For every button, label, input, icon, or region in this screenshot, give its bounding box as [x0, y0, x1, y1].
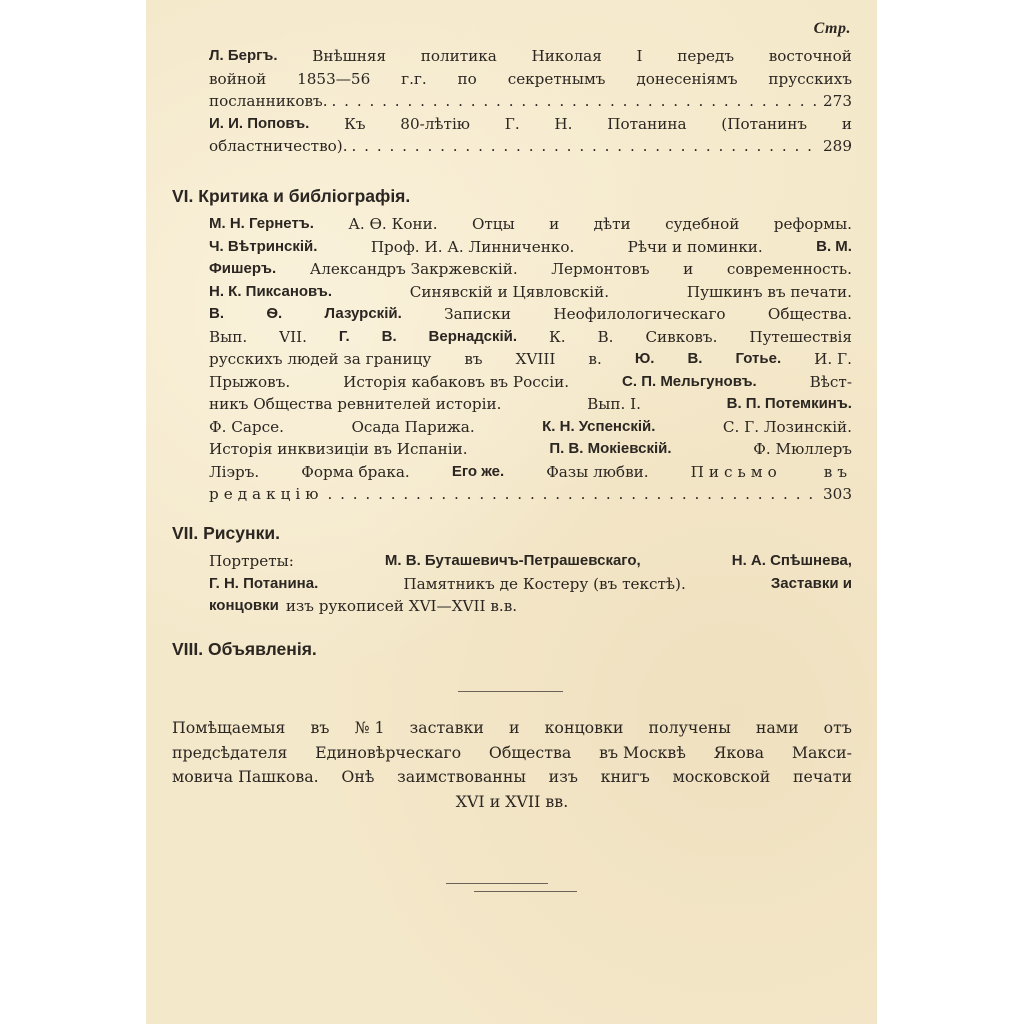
- text-fragment: въ: [823, 462, 852, 481]
- text-line: [209, 348, 852, 371]
- author-name: Г.: [338, 327, 350, 345]
- text-fragment: реформы.: [773, 215, 852, 233]
- text-fragment: Вып.: [209, 327, 248, 346]
- author-name: Готье.: [735, 350, 782, 367]
- text-fragment: Единовѣрческаго: [315, 742, 462, 762]
- editorial-note: [172, 716, 852, 814]
- text-line: [209, 236, 852, 259]
- text-fragment: Исторія кабаковъ въ Россіи.: [343, 372, 570, 391]
- text-fragment: и: [508, 718, 520, 737]
- text-fragment: Синявскій и Цявловскій.: [409, 282, 610, 301]
- text-fragment: Къ: [344, 114, 366, 133]
- author-name: М. В. Буташевичъ-Петрашевскаго,: [384, 552, 641, 569]
- author-name: Л. Бергъ.: [209, 47, 278, 64]
- text-line: [209, 416, 852, 439]
- author-name: В.: [381, 327, 397, 345]
- author-name: Вернадскій.: [428, 327, 518, 345]
- author-name: В. М.: [816, 237, 852, 255]
- author-name: Его же.: [451, 462, 505, 480]
- text-fragment: I: [636, 47, 643, 65]
- text-fragment: русскихъ людей за границу: [209, 350, 432, 368]
- text-fragment: Рѣчи и поминки.: [627, 237, 763, 256]
- text-fragment: Вѣст-: [809, 372, 852, 391]
- text-fragment: Ф. Мюллеръ: [753, 440, 852, 458]
- author-name: В.: [209, 305, 224, 322]
- text-fragment: изъ рукописей XVI—XVII в.в.: [285, 597, 518, 615]
- text-fragment: в.: [588, 350, 602, 368]
- text-line: [209, 68, 852, 91]
- text-fragment: по: [457, 69, 477, 88]
- text-fragment: С. Г. Лозинскій.: [722, 417, 852, 436]
- page-column-label: Стр.: [813, 20, 851, 37]
- toc-leader-line: [209, 135, 852, 158]
- author-name: Н. К. Пиксановъ.: [209, 282, 333, 300]
- text-fragment: Г.: [504, 114, 520, 133]
- text-line: [172, 741, 852, 766]
- end-ornament-rule-lower: [474, 891, 577, 892]
- entry-last-line: посланниковъ.: [209, 92, 328, 110]
- author-name: Ю.: [634, 350, 655, 367]
- text-fragment: 80-лѣтію: [400, 114, 471, 133]
- text-fragment: концовки: [544, 718, 624, 737]
- text-fragment: и: [683, 260, 694, 278]
- text-fragment: XVIII: [515, 350, 556, 368]
- page-number: 303: [823, 485, 852, 503]
- text-line: [172, 765, 852, 790]
- text-fragment: въ: [310, 718, 330, 737]
- text-fragment: Осада Парижа.: [351, 417, 475, 436]
- text-line: [172, 716, 852, 741]
- section-vii-entries: [209, 550, 852, 618]
- text-fragment: Форма брака.: [301, 462, 410, 481]
- separator-rule: [458, 691, 563, 692]
- text-fragment: Письмо: [690, 462, 782, 481]
- text-fragment: И. Г.: [814, 350, 852, 368]
- toc-leader-line: [209, 90, 852, 113]
- text-fragment: политика: [420, 47, 497, 65]
- text-fragment: VII.: [279, 327, 307, 346]
- text-line: [209, 595, 852, 618]
- text-fragment: Портреты:: [209, 552, 294, 570]
- text-fragment: Памятникъ де Костеру (въ текстѣ).: [403, 574, 686, 593]
- text-fragment: Неофилологическаго: [553, 305, 726, 323]
- text-fragment: заставки: [409, 718, 484, 737]
- text-fragment: современность.: [726, 260, 852, 278]
- text-fragment: Прыжовъ.: [209, 372, 291, 391]
- author-name: П. В. Мокіевскій.: [549, 440, 672, 457]
- text-line: [209, 438, 852, 461]
- author-name: И. И. Поповъ.: [209, 114, 310, 132]
- author-name: В. П. Потемкинъ.: [726, 395, 852, 412]
- text-line: [209, 45, 852, 68]
- author-name: Ч. Вѣтринскій.: [209, 237, 318, 255]
- text-fragment: Николая: [531, 47, 602, 65]
- text-fragment: войной: [209, 69, 267, 88]
- page-number: 289: [823, 137, 852, 155]
- text-fragment: Общества: [488, 742, 572, 762]
- author-name: Н. А. Спѣшнева,: [731, 552, 852, 569]
- text-fragment: и: [549, 215, 560, 233]
- text-fragment: отъ: [823, 718, 852, 737]
- text-fragment: Макси-: [791, 742, 852, 762]
- dot-leader: [352, 135, 819, 158]
- text-fragment: Потанина: [607, 114, 687, 133]
- text-line: [209, 573, 852, 596]
- text-fragment: Александръ Закржевскій.: [309, 260, 518, 278]
- text-line: [209, 113, 852, 136]
- text-fragment: Якова: [713, 742, 765, 762]
- text-line: [209, 550, 852, 573]
- text-fragment: Исторія инквизиціи въ Испаніи.: [209, 440, 468, 458]
- text-fragment: получены: [648, 718, 731, 737]
- author-name: концовки: [209, 597, 279, 614]
- section-vii-heading: VII. Рисунки.: [172, 523, 280, 543]
- section-viii-heading: VIII. Объявленія.: [172, 639, 317, 659]
- text-fragment: Сивковъ.: [645, 327, 718, 346]
- author-name: М. Н. Гернетъ.: [209, 215, 314, 232]
- author-name: Ѳ.: [266, 305, 283, 322]
- text-fragment: въ: [464, 350, 483, 368]
- text-fragment: никъ Общества ревнителей исторіи.: [209, 395, 502, 413]
- author-name: С. П. Мельгуновъ.: [622, 372, 757, 390]
- author-name: К. Н. Успенскій.: [542, 417, 656, 435]
- author-name: Лазурскій.: [324, 305, 402, 322]
- text-line: [209, 326, 852, 349]
- end-ornament-rule-upper: [446, 883, 548, 884]
- text-fragment: Записки: [444, 305, 511, 323]
- author-name: Фишеръ.: [209, 260, 277, 277]
- text-fragment: восточной: [768, 47, 852, 65]
- text-fragment: Помѣщаемыя: [172, 718, 286, 737]
- text-fragment: К.: [548, 327, 566, 346]
- text-fragment: секретнымъ: [507, 69, 606, 88]
- text-fragment: донесеніямъ: [636, 69, 738, 88]
- section-vi-heading: VI. Критика и библіографія.: [172, 186, 411, 206]
- text-fragment: Отцы: [471, 215, 515, 233]
- toc-leader-line: [209, 483, 852, 506]
- text-fragment: книгъ: [600, 767, 650, 786]
- text-fragment: (Потанинъ: [721, 114, 808, 133]
- text-line: [209, 371, 852, 394]
- text-fragment: Фазы любви.: [546, 462, 649, 481]
- text-fragment: предсѣдателя: [172, 742, 288, 762]
- document-page: [146, 0, 877, 1024]
- text-fragment: Проф. И. А. Линниченко.: [370, 237, 575, 256]
- author-name: В.: [687, 350, 703, 367]
- text-fragment: Лермонтовъ: [551, 260, 650, 278]
- text-fragment: прусскихъ: [768, 69, 852, 88]
- text-fragment: А. Ѳ. Кони.: [348, 215, 438, 233]
- note-final-line: XVI и XVII вв.: [455, 791, 569, 811]
- author-name: Заставки и: [770, 574, 852, 592]
- text-line: [209, 213, 852, 236]
- text-fragment: № 1: [354, 718, 385, 737]
- dot-leader: [332, 90, 819, 113]
- section-vi-entries: [209, 213, 852, 506]
- text-fragment: изъ: [548, 767, 578, 786]
- text-fragment: Пушкинъ въ печати.: [686, 282, 852, 301]
- text-line: [209, 258, 852, 281]
- text-fragment: передъ: [677, 47, 735, 65]
- entry-last-line: редакцію: [209, 485, 324, 503]
- text-fragment: 1853—56: [297, 69, 371, 88]
- author-name: Г. Н. Потанина.: [209, 574, 319, 592]
- text-fragment: нами: [755, 718, 799, 737]
- dot-leader: [327, 483, 819, 506]
- entry-last-line: областничество).: [209, 137, 348, 155]
- text-fragment: мовича Пашкова.: [172, 767, 319, 786]
- text-fragment: Путешествія: [749, 327, 852, 346]
- text-line: [209, 303, 852, 326]
- text-fragment: дѣти: [593, 215, 631, 233]
- text-fragment: Ф. Сарсе.: [209, 417, 284, 436]
- text-fragment: В.: [597, 327, 614, 346]
- text-fragment: г.г.: [401, 69, 427, 88]
- text-fragment: Онѣ: [341, 767, 375, 786]
- text-fragment: Ліэръ.: [209, 462, 260, 481]
- text-fragment: московской: [672, 767, 771, 786]
- text-line: [209, 393, 852, 416]
- text-fragment: Вып. I.: [587, 395, 641, 413]
- text-fragment: въ Москвѣ: [599, 742, 686, 762]
- text-fragment: Н.: [554, 114, 573, 133]
- text-fragment: и: [841, 114, 852, 133]
- page-number: 273: [823, 92, 852, 110]
- text-fragment: Внѣшняя: [312, 47, 387, 65]
- text-fragment: Общества.: [767, 305, 852, 323]
- text-fragment: печати: [792, 767, 852, 786]
- text-fragment: заимствованны: [397, 767, 526, 786]
- text-fragment: судебной: [665, 215, 740, 233]
- text-line: [209, 461, 852, 484]
- text-line: [209, 281, 852, 304]
- section-v-entries: [209, 45, 852, 158]
